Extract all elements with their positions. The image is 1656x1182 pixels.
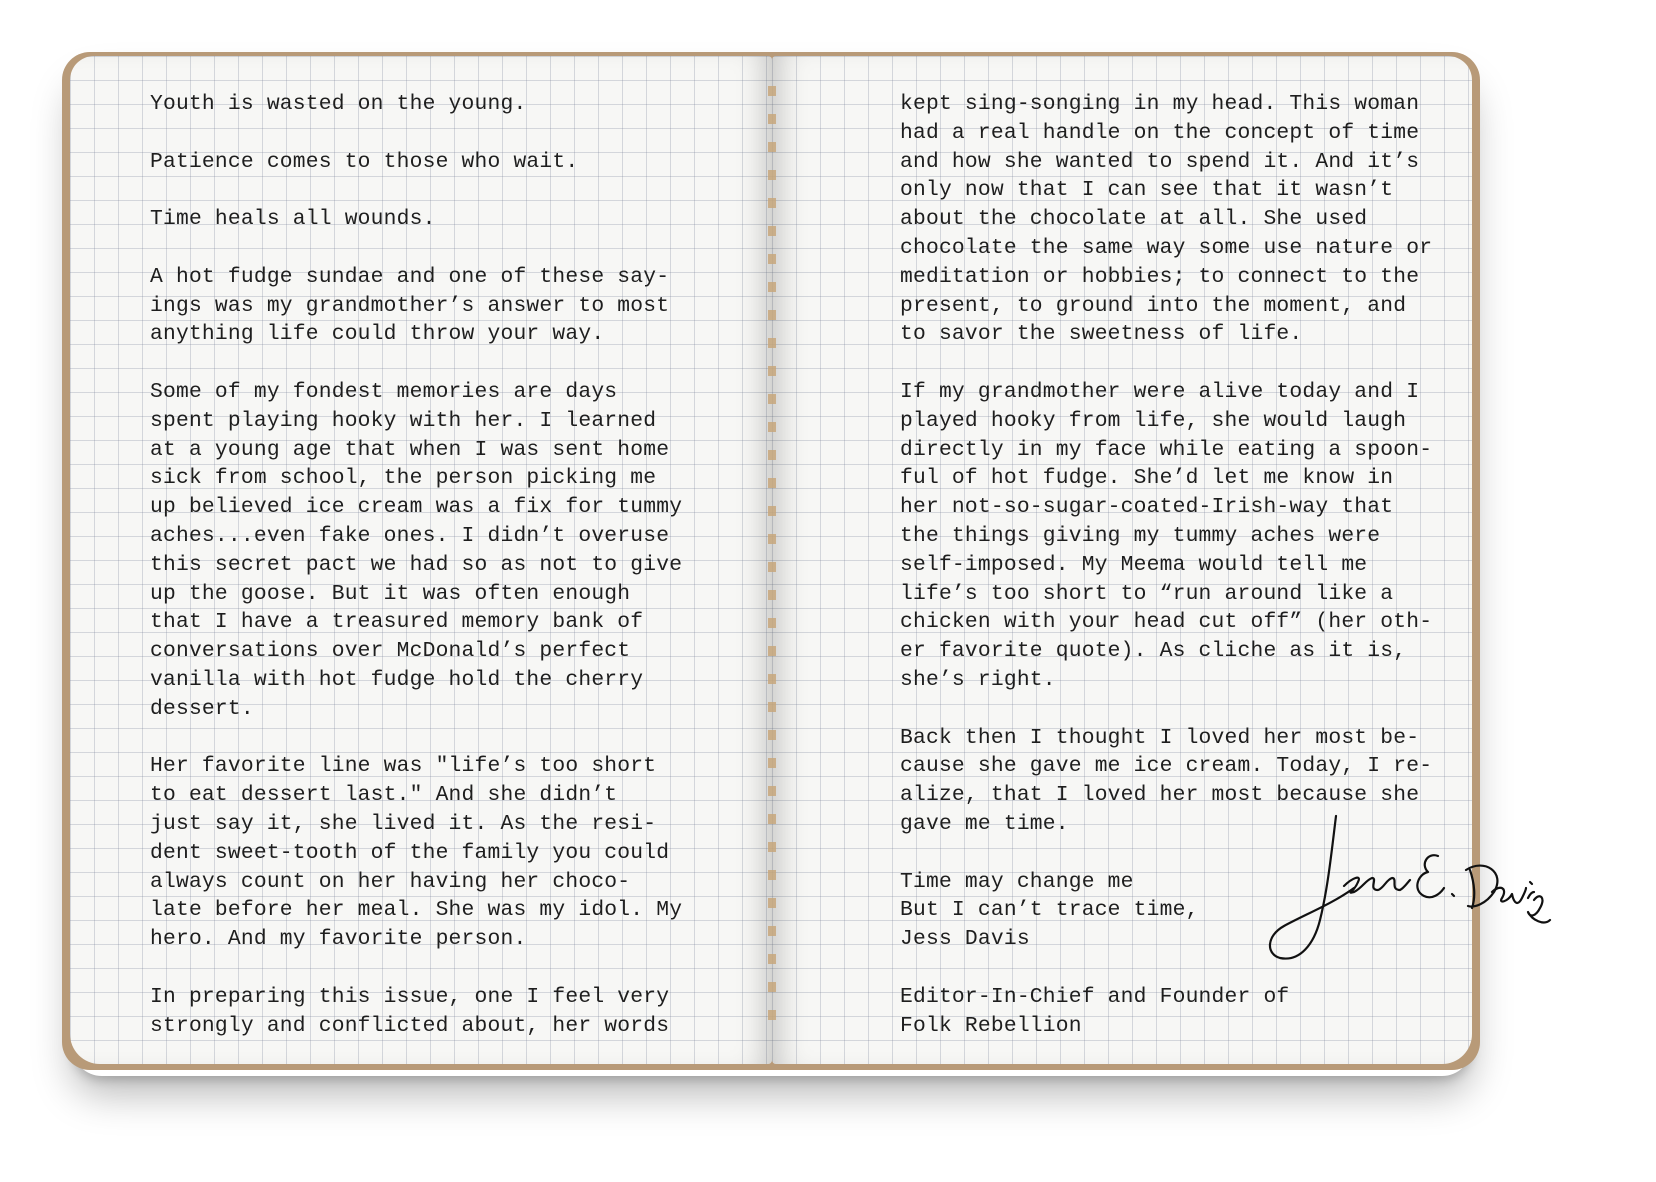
left-page-line: sick from school, the person picking me <box>150 466 657 491</box>
right-page-line: If my grandmother were alive today and I <box>900 379 1420 404</box>
right-page-line: Back then I thought I loved her most be- <box>900 725 1420 750</box>
right-page-line: played hooky from life, she would laugh <box>900 408 1407 433</box>
left-page-line: dent sweet-tooth of the family you could <box>150 840 670 865</box>
left-page-line: Patience comes to those who wait. <box>150 149 579 174</box>
left-page-line: spent playing hooky with her. I learned <box>150 408 657 433</box>
left-page-line <box>150 349 682 378</box>
left-page-line: Youth is wasted on the young. <box>150 92 527 116</box>
right-page-line: had a real handle on the concept of time <box>900 120 1420 145</box>
notebook-spine-stitching <box>768 86 776 1026</box>
left-page-line: aches...even fake ones. I didn’t overuse <box>150 523 670 548</box>
left-page-text <box>150 90 682 1040</box>
right-page-line: meditation or hobbies; to connect to the <box>900 264 1420 289</box>
left-page-line: just say it, she lived it. As the resi- <box>150 811 657 836</box>
left-page-line: vanilla with hot fudge hold the cherry <box>150 667 644 692</box>
left-page-line: In preparing this issue, one I feel very <box>150 984 670 1009</box>
left-page-line: conversations over McDonald’s perfect <box>150 639 631 664</box>
left-page-line: Some of my fondest memories are days <box>150 379 618 404</box>
left-page <box>70 56 772 1064</box>
right-page-line: Editor-In-Chief and Founder of <box>900 984 1290 1009</box>
right-page-line <box>900 349 1432 378</box>
right-page-line: kept sing-songing in my head. This woman <box>900 92 1420 116</box>
left-page-line: Her favorite line was "life’s too short <box>150 754 657 779</box>
right-page-line: life’s too short to “run around like a <box>900 581 1394 606</box>
left-page-line <box>150 234 682 263</box>
left-page-line: at a young age that when I was sent home <box>150 437 670 462</box>
left-page-line: A hot fudge sundae and one of these say- <box>150 264 670 289</box>
right-page-line: present, to ground into the moment, and <box>900 293 1407 318</box>
handwritten-signature <box>1262 808 1552 968</box>
left-page-line: late before her meal. She was my idol. My <box>150 898 683 923</box>
left-page-line: dessert. <box>150 696 254 721</box>
right-page-line: she’s right. <box>900 667 1056 692</box>
left-page-line: up the goose. But it was often enough <box>150 581 631 606</box>
left-page-line <box>150 724 682 753</box>
right-page-line: her not-so-sugar-coated-Irish-way that <box>900 495 1394 520</box>
left-page-line <box>150 176 682 205</box>
right-page-line: chocolate the same way some use nature or <box>900 235 1433 260</box>
right-page-line: Jess Davis <box>900 927 1030 952</box>
left-page-line: strongly and conflicted about, her words <box>150 1013 670 1038</box>
right-page-line: about the chocolate at all. She used <box>900 207 1368 232</box>
left-page-line: always count on her having her choco- <box>150 869 631 894</box>
left-page-line: hero. And my favorite person. <box>150 927 527 952</box>
right-page-line: the things giving my tummy aches were <box>900 523 1381 548</box>
right-page-line: But I can’t trace time, <box>900 898 1199 923</box>
left-page-line: up believed ice cream was a fix for tummy <box>150 495 683 520</box>
right-page-line: cause she gave me ice cream. Today, I re- <box>900 754 1433 779</box>
left-page-line: ings was my grandmother’s answer to most <box>150 293 670 318</box>
right-page-line: directly in my face while eating a spoon- <box>900 437 1433 462</box>
left-page-line <box>150 119 682 148</box>
right-page-line: and how she wanted to spend it. And it’s <box>900 149 1420 174</box>
left-page-line <box>150 954 682 983</box>
right-page-line: self-imposed. My Meema would tell me <box>900 552 1368 577</box>
right-page-line: only now that I can see that it wasn’t <box>900 178 1394 203</box>
left-page-line: that I have a treasured memory bank of <box>150 610 644 635</box>
right-page-line: gave me time. <box>900 811 1069 836</box>
right-page-line <box>900 695 1432 724</box>
right-page-line: to savor the sweetness of life. <box>900 322 1303 347</box>
right-page-line: alize, that I loved her most because she <box>900 783 1420 808</box>
right-page-line: Time may change me <box>900 869 1134 894</box>
left-page-line: this secret pact we had so as not to give <box>150 552 683 577</box>
right-page-line: chicken with your head cut off” (her oth- <box>900 610 1433 635</box>
left-page-line: anything life could throw your way. <box>150 322 605 347</box>
right-page-line: er favorite quote). As cliche as it is, <box>900 639 1407 664</box>
right-page-line: ful of hot fudge. She’d let me know in <box>900 466 1394 491</box>
left-page-line: Time heals all wounds. <box>150 207 436 232</box>
right-page-line: Folk Rebellion <box>900 1013 1082 1038</box>
left-page-line: to eat dessert last." And she didn’t <box>150 783 618 808</box>
